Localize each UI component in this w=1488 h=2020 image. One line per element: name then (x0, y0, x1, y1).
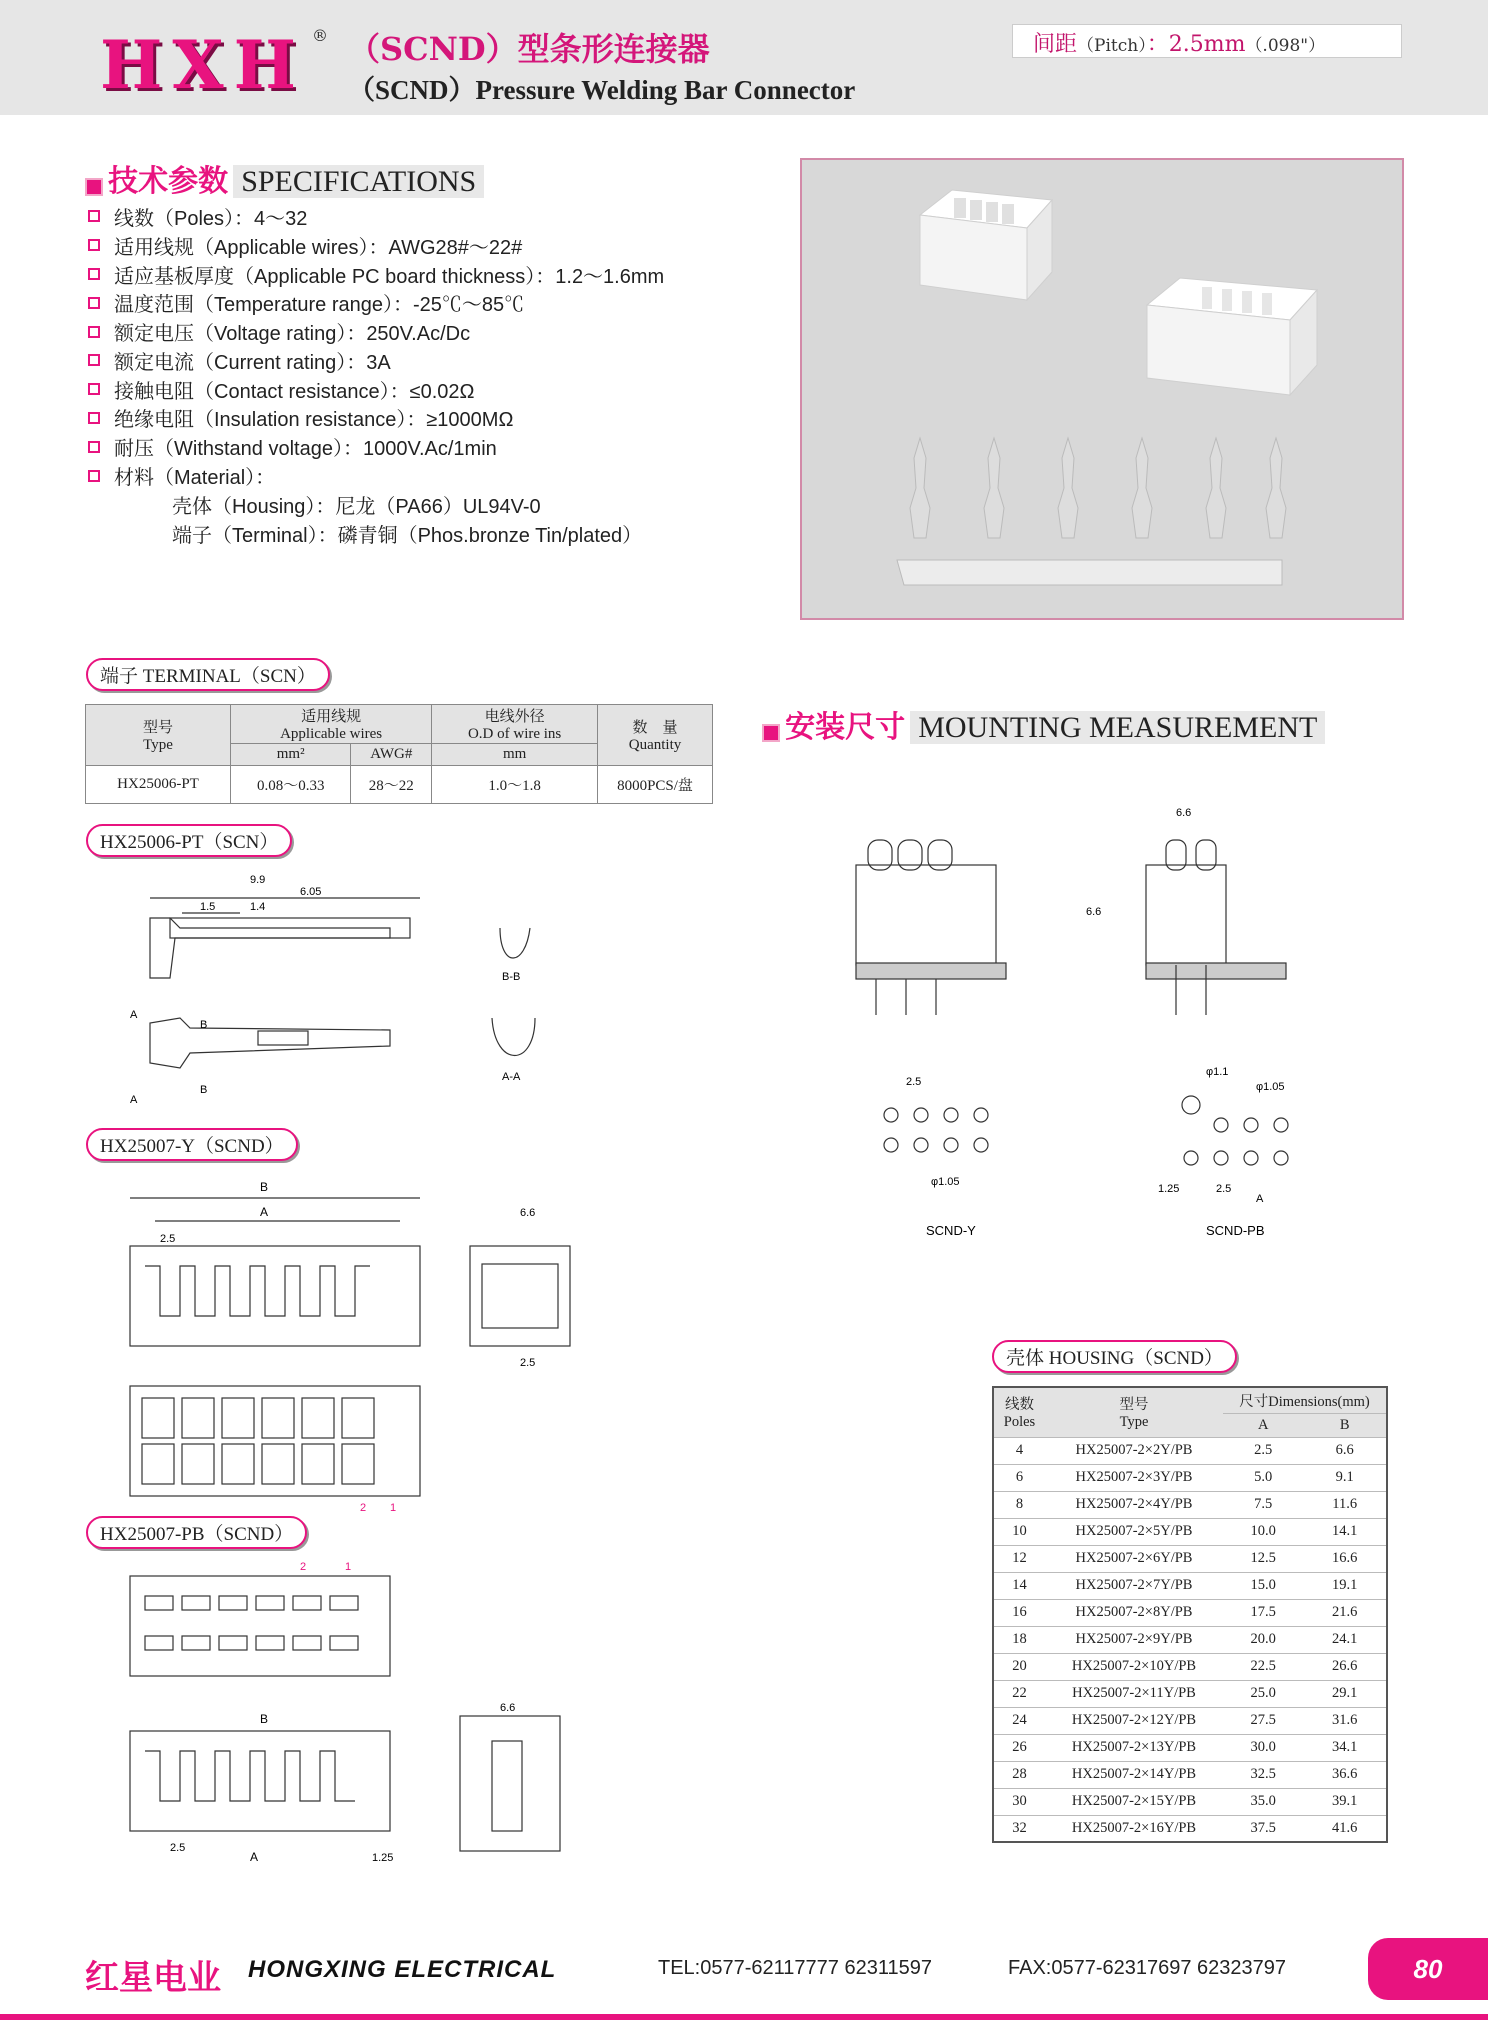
svg-text:1: 1 (390, 1502, 397, 1514)
bullet-icon (88, 470, 100, 482)
footer-bar (0, 2014, 1488, 2020)
fax: FAX:0577-62317697 62323797 (1008, 1957, 1287, 1979)
pitch-inch: （.098"） (1245, 36, 1326, 56)
brand-logo: HXH (100, 26, 306, 104)
table-row (993, 1464, 1387, 1491)
svg-text:A: A (130, 1009, 138, 1021)
table-cell: 24.1 (1303, 1626, 1387, 1653)
bullet-icon (88, 354, 100, 366)
housing-photo-right (1147, 278, 1317, 395)
table-cell: 12.5 (1223, 1545, 1303, 1572)
pitch-value: 2.5mm (1168, 32, 1246, 57)
mounting-heading (762, 702, 1325, 746)
table-cell: 25.0 (1223, 1680, 1303, 1707)
table-cell: 14 (993, 1572, 1045, 1599)
table-row (993, 1653, 1387, 1680)
housing-photo-left (920, 190, 1052, 300)
svg-text:2.5: 2.5 (520, 1357, 536, 1369)
table-cell: 32.5 (1223, 1761, 1303, 1788)
table-cell: 16.6 (1303, 1545, 1387, 1572)
table-cell: 15.0 (1223, 1572, 1303, 1599)
table-cell: 4 (993, 1437, 1045, 1464)
table-cell: HX25007-2×2Y/PB (1045, 1437, 1223, 1464)
svg-text:2: 2 (300, 1561, 307, 1573)
spec-item: 线数（Poles）：4～32 (88, 202, 748, 231)
table-cell: HX25007-2×13Y/PB (1045, 1734, 1223, 1761)
svg-text:1.4: 1.4 (250, 901, 266, 913)
svg-text:6.6: 6.6 (1176, 807, 1192, 819)
svg-text:B: B (200, 1019, 208, 1031)
svg-text:1.25: 1.25 (1158, 1183, 1180, 1195)
housing-table-body (993, 1437, 1387, 1842)
spec-item: 额定电压（Voltage rating）：250V.Ac/Dc (88, 317, 748, 346)
svg-text:6.6: 6.6 (500, 1702, 516, 1714)
table-cell: 14.1 (1303, 1518, 1387, 1545)
scnd-pb-label: SCND-PB (1206, 1223, 1265, 1238)
table-cell: 39.1 (1303, 1788, 1387, 1815)
table-row (993, 1680, 1387, 1707)
pt-drawing-label: HX25006-PT（SCN） (86, 824, 292, 857)
bullet-icon (88, 239, 100, 251)
svg-text:φ1.1: φ1.1 (1206, 1066, 1229, 1078)
table-cell: 20 (993, 1653, 1045, 1680)
table-cell: 5.0 (1223, 1464, 1303, 1491)
spec-heading-cn: 技术参数 (108, 164, 229, 199)
svg-text:B: B (260, 1712, 269, 1726)
svg-text:1.25: 1.25 (372, 1852, 394, 1864)
section-bb-label: B-B (502, 971, 521, 983)
svg-text:2.5: 2.5 (1216, 1183, 1232, 1195)
table-cell: 35.0 (1223, 1788, 1303, 1815)
table-row (993, 1491, 1387, 1518)
table-row (993, 1626, 1387, 1653)
spec-item: 材料（Material）： (88, 461, 748, 490)
table-cell: 26.6 (1303, 1653, 1387, 1680)
square-bullet-icon (85, 178, 103, 196)
table-cell: HX25007-2×15Y/PB (1045, 1788, 1223, 1815)
table-cell: 30 (993, 1788, 1045, 1815)
svg-text:A: A (260, 1205, 269, 1219)
col-awg: AWG# (351, 744, 432, 766)
col-quantity: 数 量 Quantity (598, 705, 713, 766)
table-cell: 10 (993, 1518, 1045, 1545)
pitch-box (1012, 24, 1402, 58)
spec-item: 温度范围（Temperature range）：-25℃～85℃ (88, 288, 748, 317)
svg-text:1.5: 1.5 (200, 901, 216, 913)
table-cell: 10.0 (1223, 1518, 1303, 1545)
col-od-unit: mm (432, 744, 598, 766)
spec-list (88, 202, 748, 548)
table-cell: HX25007-2×9Y/PB (1045, 1626, 1223, 1653)
spec-item: 绝缘电阻（Insulation resistance）：≥1000MΩ (88, 404, 748, 433)
specifications-heading (85, 156, 484, 200)
table-cell: HX25007-2×16Y/PB (1045, 1815, 1223, 1842)
table-cell: 18 (993, 1626, 1045, 1653)
svg-text:2.5: 2.5 (906, 1076, 922, 1088)
housing-pb-drawing (120, 1556, 600, 1876)
table-cell: 9.1 (1303, 1464, 1387, 1491)
table-row (993, 1815, 1387, 1842)
table-cell: 20.0 (1223, 1626, 1303, 1653)
svg-text:2.5: 2.5 (170, 1842, 186, 1854)
col-a: A (1223, 1413, 1303, 1437)
col-type: 型号 Type (86, 705, 231, 766)
table-cell: HX25007-2×6Y/PB (1045, 1545, 1223, 1572)
table-cell: 22.5 (1223, 1653, 1303, 1680)
table-cell: HX25007-2×4Y/PB (1045, 1491, 1223, 1518)
table-cell: HX25007-2×3Y/PB (1045, 1464, 1223, 1491)
svg-text:A: A (1256, 1193, 1264, 1205)
table-cell: 30.0 (1223, 1734, 1303, 1761)
table-cell: 36.6 (1303, 1761, 1387, 1788)
bullet-icon (88, 441, 100, 453)
housing-section-label: 壳体 HOUSING（SCND） (992, 1340, 1237, 1373)
table-cell: 32 (993, 1815, 1045, 1842)
spec-item: 适应基板厚度（Applicable PC board thickness）：1.2～1.6mm (88, 260, 748, 289)
col-dimensions: 尺寸Dimensions(mm) (1223, 1387, 1387, 1413)
table-row (993, 1437, 1387, 1464)
table-cell: 27.5 (1223, 1707, 1303, 1734)
table-cell: 6 (993, 1464, 1045, 1491)
table-row (993, 1761, 1387, 1788)
svg-text:2: 2 (360, 1502, 367, 1514)
pitch-en: （Pitch） (1077, 36, 1147, 56)
bullet-icon (88, 297, 100, 309)
section-aa-label: A-A (502, 1071, 521, 1083)
bullet-icon (88, 268, 100, 280)
svg-text:φ1.05: φ1.05 (931, 1176, 960, 1188)
table-cell: 21.6 (1303, 1599, 1387, 1626)
table-cell: HX25007-2×10Y/PB (1045, 1653, 1223, 1680)
col-b: B (1303, 1413, 1387, 1437)
housing-y-drawing (120, 1176, 600, 1514)
spec-item: 适用线规（Applicable wires）：AWG28#～22# (88, 231, 748, 260)
table-row (993, 1599, 1387, 1626)
table-row (993, 1518, 1387, 1545)
table-row (993, 1734, 1387, 1761)
table-cell: 17.5 (1223, 1599, 1303, 1626)
mounting-drawing (846, 800, 1326, 1240)
title-english: （SCND）Pressure Welding Bar Connector (348, 75, 856, 105)
housing-table (992, 1386, 1388, 1843)
svg-text:B: B (200, 1084, 208, 1096)
spec-item: 接触电阻（Contact resistance）：≤0.02Ω (88, 375, 748, 404)
table-cell: 29.1 (1303, 1680, 1387, 1707)
table-cell: HX25007-2×7Y/PB (1045, 1572, 1223, 1599)
table-row (993, 1707, 1387, 1734)
table-cell: 12 (993, 1545, 1045, 1572)
col-poles: 线数 Poles (993, 1387, 1045, 1437)
table-row (993, 1545, 1387, 1572)
table-cell: 19.1 (1303, 1572, 1387, 1599)
product-photo-image (802, 160, 1402, 618)
svg-text:6.6: 6.6 (1086, 906, 1102, 918)
table-cell: 11.6 (1303, 1491, 1387, 1518)
bullet-icon (88, 412, 100, 424)
col-mm2: mm² (231, 744, 351, 766)
bullet-icon (88, 210, 100, 222)
spec-heading-en: SPECIFICATIONS (233, 165, 484, 198)
telephone: TEL:0577-62117777 62311597 (658, 1957, 932, 1979)
spec-item: 耐压（Withstand voltage）：1000V.Ac/1min (88, 432, 748, 461)
title-chinese: （SCND）型条形连接器 (348, 30, 710, 68)
spec-item: 额定电流（Current rating）：3A (88, 346, 748, 375)
mounting-heading-en: MOUNTING MEASUREMENT (910, 711, 1325, 744)
table-cell: 41.6 (1303, 1815, 1387, 1842)
svg-text:2.5: 2.5 (160, 1233, 176, 1245)
table-cell: HX25007-2×5Y/PB (1045, 1518, 1223, 1545)
table-cell: 6.6 (1303, 1437, 1387, 1464)
company-name-cn: 红星电业 (85, 1958, 221, 1998)
product-photo (800, 158, 1404, 620)
scnd-y-label: SCND-Y (926, 1223, 976, 1238)
table-row (993, 1788, 1387, 1815)
table-cell: 26 (993, 1734, 1045, 1761)
terminal-drawing (130, 868, 570, 1106)
table-cell: 22 (993, 1680, 1045, 1707)
table-cell: 2.5 (1223, 1437, 1303, 1464)
table-cell: 28 (993, 1761, 1045, 1788)
col-od: 电线外径 O.D of wire ins (432, 705, 598, 744)
table-row (993, 1572, 1387, 1599)
pitch-colon: ： (1146, 32, 1169, 57)
svg-text:6.6: 6.6 (520, 1207, 536, 1219)
y-drawing-label: HX25007-Y（SCND） (86, 1128, 298, 1161)
spec-material-terminal: 端子（Terminal）：磷青铜（Phos.bronze Tin/plated） (172, 524, 643, 547)
page-number: 80 (1368, 1938, 1488, 2000)
col-type: 型号 Type (1045, 1387, 1223, 1437)
table-cell: 16 (993, 1599, 1045, 1626)
terminal-strip-photo (897, 438, 1286, 585)
svg-text:A: A (130, 1094, 138, 1106)
table-row: HX25006-PT 0.08～0.33 28～22 1.0～1.8 8000PCS/盘 (86, 766, 713, 804)
table-cell: HX25007-2×12Y/PB (1045, 1707, 1223, 1734)
terminal-table (85, 704, 713, 804)
table-cell: 31.6 (1303, 1707, 1387, 1734)
table-cell: HX25007-2×11Y/PB (1045, 1680, 1223, 1707)
table-cell: 37.5 (1223, 1815, 1303, 1842)
svg-text:A: A (250, 1850, 259, 1864)
bullet-icon (88, 326, 100, 338)
mounting-heading-cn: 安装尺寸 (785, 710, 906, 745)
svg-text:φ1.05: φ1.05 (1256, 1081, 1285, 1093)
col-wires: 适用线规 Applicable wires (231, 705, 432, 744)
table-cell: 8 (993, 1491, 1045, 1518)
square-bullet-icon (762, 724, 780, 742)
spec-material-housing: 壳体（Housing）：尼龙（PA66）UL94V-0 (172, 495, 541, 518)
table-cell: HX25007-2×8Y/PB (1045, 1599, 1223, 1626)
registered-mark: ® (312, 26, 328, 45)
table-cell: 24 (993, 1707, 1045, 1734)
svg-text:B: B (260, 1180, 269, 1194)
company-name-en: HONGXING ELECTRICAL (248, 1956, 557, 1983)
table-cell: HX25007-2×14Y/PB (1045, 1761, 1223, 1788)
svg-text:9.9: 9.9 (250, 874, 266, 886)
table-cell: 7.5 (1223, 1491, 1303, 1518)
svg-text:1: 1 (345, 1561, 352, 1573)
table-cell: 34.1 (1303, 1734, 1387, 1761)
bullet-icon (88, 383, 100, 395)
svg-text:6.05: 6.05 (300, 886, 322, 898)
pb-drawing-label: HX25007-PB（SCND） (86, 1516, 307, 1549)
pitch-label: 间距 (1033, 32, 1078, 57)
terminal-section-label: 端子 TERMINAL（SCN） (86, 658, 330, 691)
